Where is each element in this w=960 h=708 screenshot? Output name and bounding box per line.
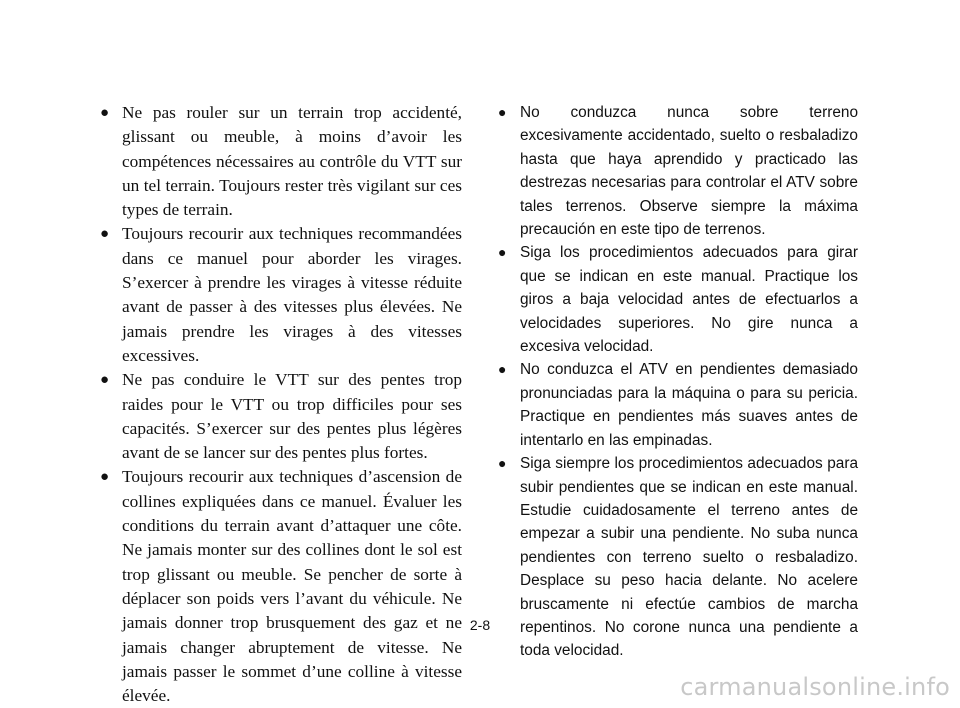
bullet-icon: ● xyxy=(100,469,110,486)
french-item-text: Toujours recourir aux techniques d’ascension de collines expliquées dans ce manuel. Évaluer les conditions du terrain avant d’attaquer une côte. Ne jamais monter sur des collines dont le sol est trop glissant ou meuble. Se pencher de sorte à déplacer son poids vers l’avant du véhicule. Ne jamais donner trop brusquement des gaz et ne jamais changer abruptement de vitesse. Ne jamais passer le sommet d’une colline à vitesse élevée. xyxy=(122,467,462,706)
spanish-column xyxy=(494,101,858,663)
french-item-2 xyxy=(96,222,462,368)
spanish-item-text: No conduzca nunca sobre terreno excesivamente accidentado, suelto o resbaladizo hasta que haya aprendido y practicado las destrezas necesarias para controlar el ATV sobre tales terrenos. Observe siempre la máxima precaución en este tipo de terrenos. xyxy=(520,104,858,239)
bullet-icon: ● xyxy=(100,372,110,389)
bullet-icon: ● xyxy=(100,105,110,121)
spanish-item-text: Siga siempre los procedimientos adecuados para subir pendientes que se indican en este manual. Estudie cuidadosamente el terreno antes de empezar a subir una pendiente. No suba nunca pendientes con terreno suelto o resbaladizo. Desplace su peso hacia delante. No acelere bruscamente ni efectúe cambios de marcha repentinos. No corone nunca una pendiente a toda velocidad. xyxy=(520,455,858,660)
bullet-icon: ● xyxy=(498,361,507,378)
french-item-text: Ne pas rouler sur un terrain trop accidenté, glissant ou meuble, à moins d’avoir les compétences nécessaires au contrôle du VTT sur un tel terrain. Toujours rester très vigilant sur ces types de terrain. xyxy=(122,103,462,220)
bullet-icon: ● xyxy=(498,104,507,120)
spanish-item-3 xyxy=(494,358,858,452)
french-item-1 xyxy=(96,101,462,222)
watermark: carmanualsonline.info xyxy=(680,673,950,701)
spanish-item-text: No conduzca el ATV en pendientes demasiado pronunciadas para la máquina o para su pericia. Practique en pendientes más suaves antes de intentarlo en las empinadas. xyxy=(520,361,858,449)
spanish-item-2 xyxy=(494,241,858,358)
bullet-icon: ● xyxy=(498,244,507,261)
bullet-icon: ● xyxy=(498,455,507,472)
spanish-item-1 xyxy=(494,101,858,241)
bullet-icon: ● xyxy=(100,226,110,243)
spanish-item-text: Siga los procedimientos adecuados para girar que se indican en este manual. Practique los giros a baja velocidad antes de efectuarlos a velocidades superiores. No gire nunca a excesiva velocidad. xyxy=(520,244,858,356)
french-item-text: Toujours recourir aux techniques recommandées dans ce manuel pour aborder les virages. S’exercer à prendre les virages à vitesse réduite avant de passer à des vitesses plus élevées. Ne jamais prendre les virages à des vitesses excessives. xyxy=(122,224,462,365)
page-number: 2-8 xyxy=(469,617,491,633)
french-item-text: Ne pas conduire le VTT sur des pentes trop raides pour le VTT ou trop difficiles pour ses capacités. S’exercer sur des pentes plus légères avant de se lancer sur des pentes plus fortes. xyxy=(122,370,462,463)
french-item-4 xyxy=(96,465,462,708)
french-item-3 xyxy=(96,368,462,465)
